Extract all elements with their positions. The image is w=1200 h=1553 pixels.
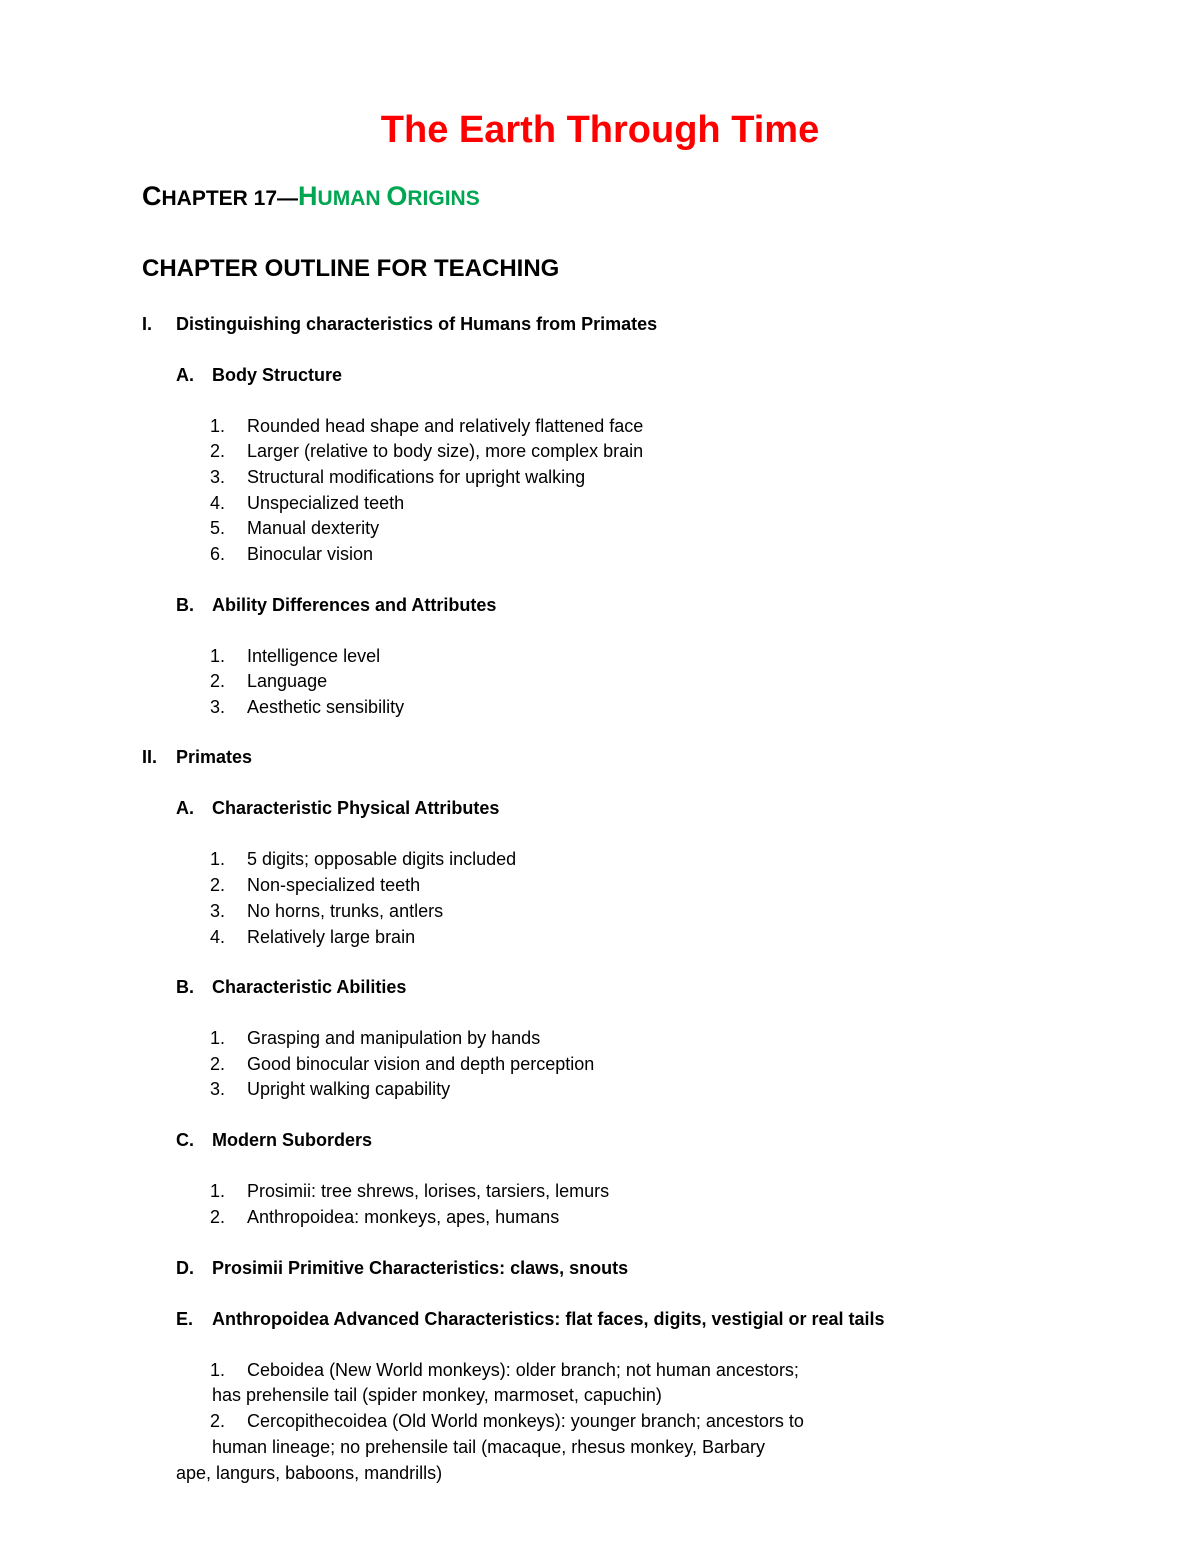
item-number: 3. <box>210 901 226 921</box>
subsection-title: Characteristic Abilities <box>212 977 407 997</box>
list-item <box>210 1077 450 1101</box>
list-item-continuation: ape, langurs, baboons, mandrills) <box>176 1463 443 1483</box>
item-text: Structural modifications for upright walking <box>247 467 586 487</box>
list-item <box>210 644 380 668</box>
subsection-heading <box>176 1128 372 1152</box>
outline-heading: CHAPTER OUTLINE FOR TEACHING <box>142 255 560 282</box>
list-item <box>210 899 443 923</box>
item-text: Rounded head shape and relatively flattened face <box>247 416 644 436</box>
item-text: Good binocular vision and depth perception <box>247 1054 595 1074</box>
list-item <box>210 1179 609 1203</box>
list-item <box>210 439 643 463</box>
subsection-heading <box>176 975 406 999</box>
item-number: 6. <box>210 544 226 564</box>
item-text: Upright walking capability <box>247 1079 451 1099</box>
chapter-title <box>142 176 480 219</box>
list-item <box>210 516 379 540</box>
item-number: 2. <box>210 875 226 895</box>
item-number: 1. <box>210 849 226 869</box>
item-text: Manual dexterity <box>247 518 380 538</box>
chapter-topic-o-rest: RIGINS <box>407 187 480 210</box>
subsection-letter: C. <box>176 1130 194 1150</box>
item-number: 1. <box>210 1181 226 1201</box>
subsection-title: Ability Differences and Attributes <box>212 595 497 615</box>
list-item <box>210 1026 540 1050</box>
item-number: 2. <box>210 441 226 461</box>
subsection-title: Modern Suborders <box>212 1130 373 1150</box>
subsection-title: Anthropoidea Advanced Characteristics: flat faces, digits, vestigial or real tails <box>212 1309 885 1329</box>
item-text: Aesthetic sensibility <box>247 697 405 717</box>
item-text: Cercopithecoidea (Old World monkeys): younger branch; ancestors to <box>247 1411 804 1431</box>
section-title: Distinguishing characteristics of Humans from Primates <box>176 314 658 334</box>
list-item <box>210 669 327 693</box>
item-number: 2. <box>210 671 226 691</box>
subsection-heading <box>176 1307 885 1331</box>
item-text: Anthropoidea: monkeys, apes, humans <box>247 1207 560 1227</box>
list-item-continuation: has prehensile tail (spider monkey, marmoset, capuchin) <box>212 1385 662 1405</box>
list-item <box>210 873 420 897</box>
list-item <box>210 847 516 871</box>
subsection-heading <box>176 593 496 617</box>
item-number: 4. <box>210 927 226 947</box>
list-item <box>210 491 404 515</box>
list-item <box>210 1205 559 1229</box>
list-item <box>210 1409 804 1433</box>
item-number: 5. <box>210 518 226 538</box>
subsection-letter: B. <box>176 595 194 615</box>
item-number: 1. <box>210 646 226 666</box>
item-text: Unspecialized teeth <box>247 493 405 513</box>
subsection-heading <box>176 363 342 387</box>
item-number: 3. <box>210 467 226 487</box>
item-number: 1. <box>210 1360 226 1380</box>
subsection-title: Characteristic Physical Attributes <box>212 798 500 818</box>
item-number: 2. <box>210 1411 226 1431</box>
item-number: 1. <box>210 416 226 436</box>
item-text: Prosimii: tree shrews, lorises, tarsiers, lemurs <box>247 1181 610 1201</box>
list-item <box>210 1052 594 1076</box>
list-item <box>210 542 373 566</box>
subsection-letter: B. <box>176 977 194 997</box>
subsection-title: Prosimii Primitive Characteristics: claws, snouts <box>212 1258 629 1278</box>
item-text: Grasping and manipulation by hands <box>247 1028 541 1048</box>
list-item <box>210 695 404 719</box>
item-text: Relatively large brain <box>247 927 416 947</box>
item-number: 4. <box>210 493 226 513</box>
item-text: Language <box>247 671 328 691</box>
section-number: II. <box>142 747 158 767</box>
subsection-letter: A. <box>176 798 194 818</box>
list-item <box>210 1358 799 1382</box>
subsection-letter: E. <box>176 1309 194 1329</box>
chapter-topic-o: O <box>386 181 408 211</box>
chapter-title-rest: HAPTER 17— <box>161 187 299 210</box>
item-text: Binocular vision <box>247 544 374 564</box>
item-number: 2. <box>210 1054 226 1074</box>
chapter-title-c: C <box>142 181 162 211</box>
subsection-title: Body Structure <box>212 365 343 385</box>
item-number: 1. <box>210 1028 226 1048</box>
subsection-letter: D. <box>176 1258 194 1278</box>
item-text: Non-specialized teeth <box>247 875 421 895</box>
subsection-letter: A. <box>176 365 194 385</box>
list-item <box>210 925 415 949</box>
subsection-heading <box>176 1256 628 1280</box>
item-text: Intelligence level <box>247 646 381 666</box>
list-item <box>210 465 585 489</box>
item-text: Larger (relative to body size), more complex brain <box>247 441 644 461</box>
section-heading <box>142 745 252 769</box>
section-heading <box>142 312 657 336</box>
item-number: 3. <box>210 697 226 717</box>
chapter-topic-h: H <box>298 181 318 211</box>
item-number: 2. <box>210 1207 226 1227</box>
subsection-heading <box>176 796 499 820</box>
item-text: 5 digits; opposable digits included <box>247 849 517 869</box>
section-title: Primates <box>176 747 253 767</box>
list-item <box>210 414 643 438</box>
list-item-continuation: human lineage; no prehensile tail (macaque, rhesus monkey, Barbary <box>212 1437 765 1457</box>
section-number: I. <box>142 314 153 334</box>
item-text: No horns, trunks, antlers <box>247 901 444 921</box>
item-text: Ceboidea (New World monkeys): older branch; not human ancestors; <box>247 1360 799 1380</box>
book-title: The Earth Through Time <box>380 109 820 151</box>
chapter-topic-h-rest: UMAN <box>317 187 387 210</box>
item-number: 3. <box>210 1079 226 1099</box>
